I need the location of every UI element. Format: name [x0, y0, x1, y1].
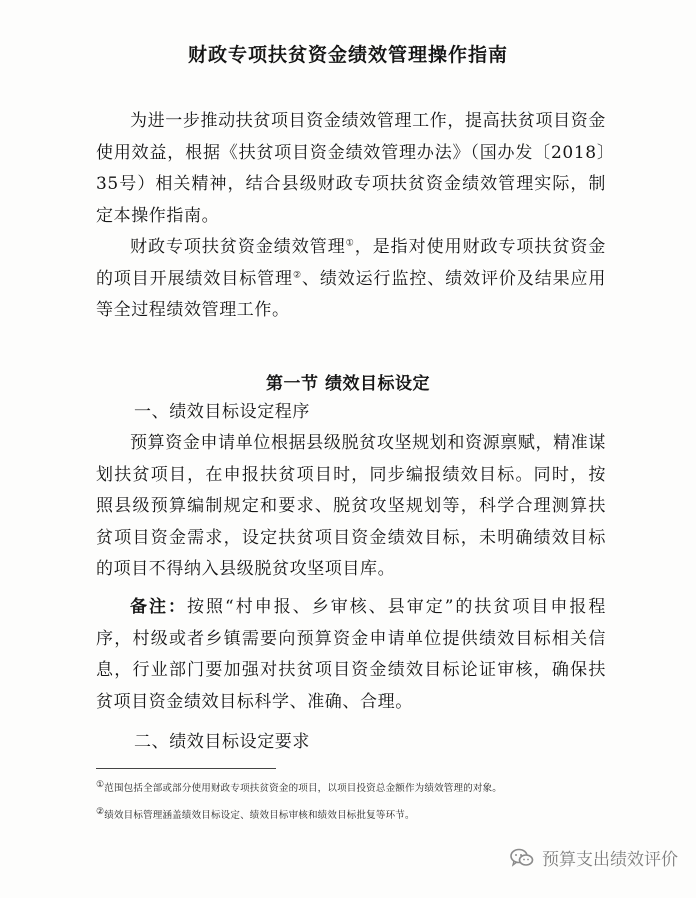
- document-title: 财政专项扶贫资金绩效管理操作指南: [187, 44, 508, 66]
- procedure-paragraph: 预算资金申请单位根据县级脱贫攻坚规划和资源禀赋，精准谋划扶贫项目，在申报扶贫项目时，同步编报绩效目标。同时，按照县级预算编制规定和要求、脱贫攻坚规划等，科学合理测算扶贫项目资金需求，设定扶贫项目资金绩效目标，未明确绩效目标的项目不得纳入县级脱贫攻坚项目库。: [96, 433, 606, 579]
- wechat-icon: [510, 848, 534, 868]
- footnote-2-text: 绩效目标管理涵盖绩效目标设定、绩效目标审核和绩效目标批复等环节。: [104, 810, 415, 821]
- footnote-divider: [96, 768, 276, 769]
- watermark-text: 预算支出绩效评价: [542, 850, 678, 870]
- subheading-requirements: 二、绩效目标设定要求: [134, 732, 310, 752]
- note-label: 备注：: [130, 597, 187, 617]
- section-title: 第一节 绩效目标设定: [266, 374, 430, 394]
- footnote-1-text: 范围包括全部或部分使用财政专项扶贫资金的项目，以项目投资总金额作为绩效管理的对象。: [104, 783, 502, 794]
- definition-text-part1: 财政专项扶贫资金绩效管理: [130, 237, 346, 257]
- note-text: 按照“村申报、乡审核、县审定”的扶贫项目申报程序，村级或者乡镇需要向预算资金申请单位提供绩效目标相关信息，行业部门要加强对扶贫项目资金绩效目标论证审核，确保扶贫项目资金绩效目标科学、准确、合理。: [96, 597, 606, 712]
- definition-text-part2: ，是指对使用财政专项扶贫资金的项目开展绩效目标管理: [96, 237, 606, 289]
- footnote-2: [96, 807, 415, 821]
- subheading-procedure: 一、绩效目标设定程序: [134, 402, 310, 422]
- footnote-1: [96, 780, 502, 794]
- footnote-2-mark: ②: [96, 806, 105, 817]
- footnote-1-mark: ①: [96, 779, 105, 790]
- note-paragraph: [96, 592, 606, 718]
- definition-paragraph: [96, 232, 606, 327]
- definition-text-part3: 、绩效运行监控、绩效评价及结果应用等全过程绩效管理工作。: [96, 268, 607, 320]
- intro-paragraph: 为进一步推动扶贫项目资金绩效管理工作，提高扶贫项目资金使用效益，根据《扶贫项目资金绩效管理办法》（国办发〔2018〕35号）相关精神，结合县级财政专项扶贫资金绩效管理实际，制定本操作指南。: [96, 111, 606, 226]
- footnote-ref-2: ②: [292, 269, 302, 280]
- wechat-watermark: [510, 845, 678, 870]
- footnote-ref-1: ①: [345, 238, 355, 249]
